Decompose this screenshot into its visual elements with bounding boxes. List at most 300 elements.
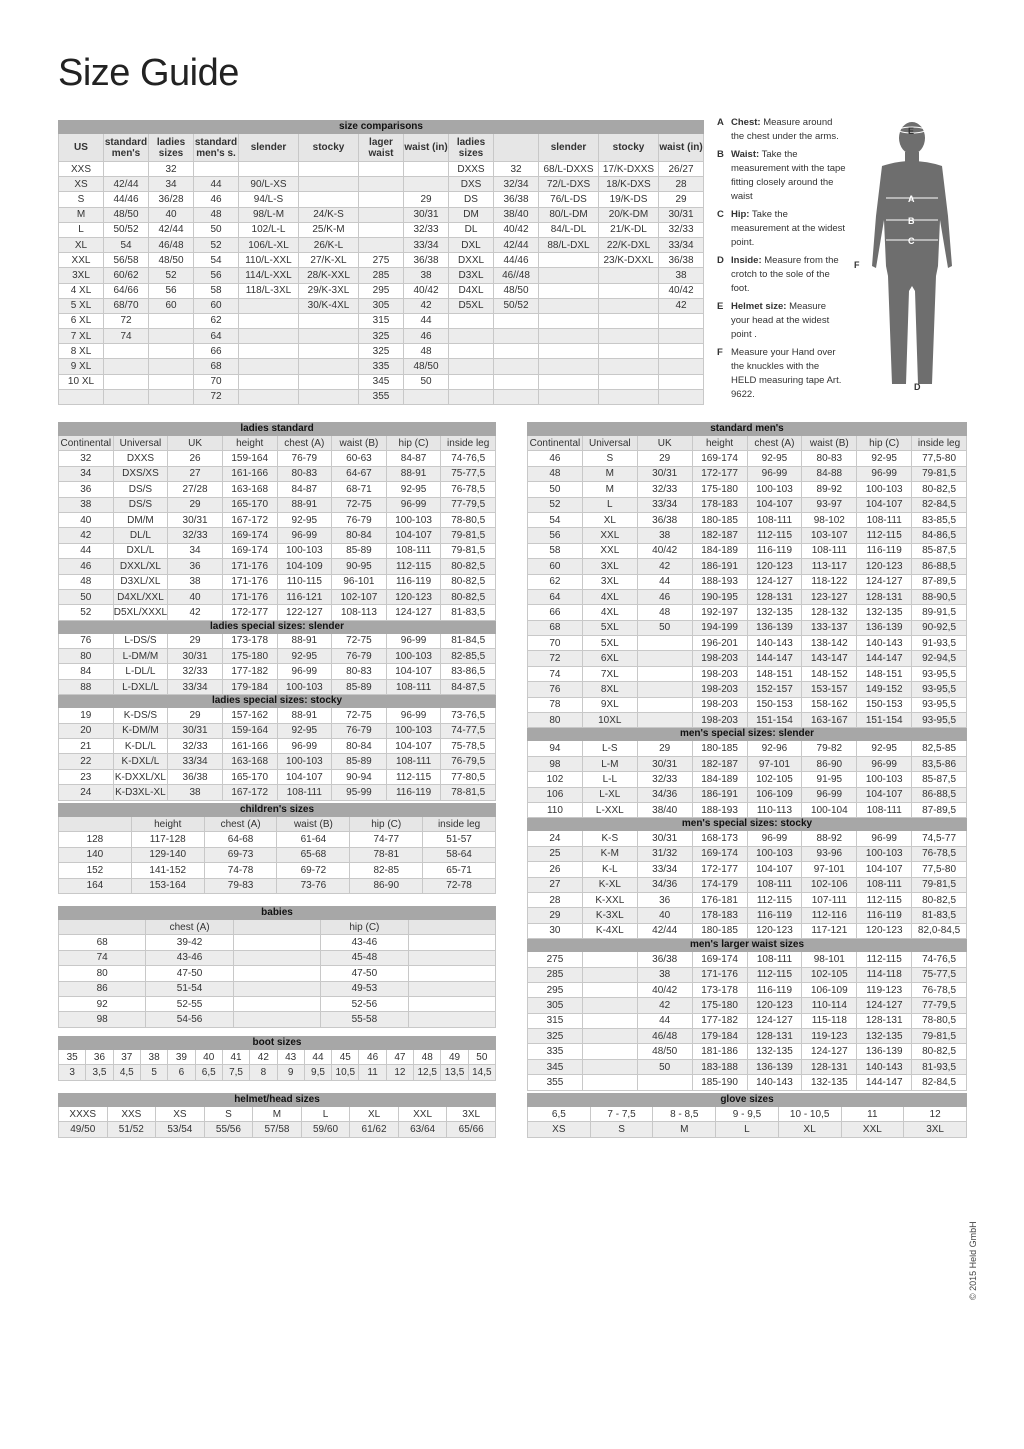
table-cell: 86-90 bbox=[802, 756, 857, 771]
table-row bbox=[59, 512, 496, 527]
table-cell: 4XL bbox=[582, 589, 637, 604]
table-cell: 76/L-DS bbox=[539, 192, 599, 207]
table-row bbox=[528, 892, 967, 907]
mens-stocky-caption-label: men's special sizes: stocky bbox=[528, 818, 967, 831]
table-cell: 175-180 bbox=[692, 998, 747, 1013]
table-cell: 50 bbox=[59, 589, 114, 604]
table-cell: 72 bbox=[104, 313, 149, 328]
table-cell: 30/31 bbox=[659, 207, 704, 222]
table-cell: 9 XL bbox=[59, 359, 104, 374]
table-row bbox=[59, 466, 496, 481]
table-cell: 100-103 bbox=[747, 846, 802, 861]
table-cell: 32/33 bbox=[659, 222, 704, 237]
table-cell: 44 bbox=[404, 313, 449, 328]
table-cell: 96-101 bbox=[332, 574, 387, 589]
table-cell: 171-176 bbox=[692, 967, 747, 982]
table-cell: 84-87,5 bbox=[441, 679, 496, 694]
table-cell bbox=[408, 1012, 495, 1027]
mens-standard-caption bbox=[528, 423, 967, 436]
table-cell bbox=[659, 359, 704, 374]
table-cell: 60/62 bbox=[104, 268, 149, 283]
table-cell bbox=[659, 313, 704, 328]
table-cell: 10XL bbox=[582, 713, 637, 728]
table-cell: 112-115 bbox=[857, 892, 912, 907]
table-cell: 20 bbox=[59, 723, 114, 738]
table-cell bbox=[149, 374, 194, 389]
table-cell bbox=[299, 192, 359, 207]
table-cell: M bbox=[59, 207, 104, 222]
table-cell: K-DS/S bbox=[113, 708, 168, 723]
table-header-row bbox=[59, 817, 496, 832]
glove-size: XXL bbox=[841, 1122, 904, 1137]
table-row bbox=[528, 713, 967, 728]
table-row bbox=[528, 967, 967, 982]
table-cell: 68 bbox=[194, 359, 239, 374]
table-cell: 85-89 bbox=[332, 754, 387, 769]
table-row bbox=[59, 863, 496, 878]
legend-term: Chest: bbox=[731, 117, 761, 128]
table-cell: 60 bbox=[528, 559, 583, 574]
boot-eu-size: 43 bbox=[277, 1050, 304, 1065]
table-cell: 102-106 bbox=[802, 877, 857, 892]
helmet-size: XL bbox=[350, 1107, 399, 1122]
table-cell: 78-81,5 bbox=[441, 785, 496, 800]
table-cell: 110/L-XXL bbox=[239, 253, 299, 268]
helmet-sizes-caption bbox=[59, 1094, 496, 1107]
table-cell: 96-99 bbox=[277, 528, 332, 543]
table-cell: 43-46 bbox=[146, 950, 233, 965]
table-row bbox=[59, 451, 496, 466]
table-cell: 84/L-DL bbox=[539, 222, 599, 237]
boot-uk-size: 13,5 bbox=[441, 1065, 468, 1080]
table-cell: 81-84,5 bbox=[441, 633, 496, 648]
table-cell: D3XL bbox=[449, 268, 494, 283]
table-cell: 29 bbox=[168, 708, 223, 723]
column-header: standard men's s. bbox=[194, 134, 239, 162]
table-cell: 104-107 bbox=[747, 862, 802, 877]
table-cell: 76-78,5 bbox=[441, 482, 496, 497]
glove-number: 8 - 8,5 bbox=[653, 1107, 716, 1122]
table-cell: 46//48 bbox=[494, 268, 539, 283]
table-row bbox=[59, 574, 496, 589]
table-row bbox=[528, 605, 967, 620]
table-cell: 38 bbox=[168, 574, 223, 589]
table-cell: 198-203 bbox=[692, 713, 747, 728]
table-row bbox=[59, 996, 496, 1011]
table-cell: 19/K-DS bbox=[599, 192, 659, 207]
table-cell: 29 bbox=[404, 192, 449, 207]
helmet-cm: 57/58 bbox=[253, 1122, 302, 1137]
table-cell: 68/L-DXXS bbox=[539, 162, 599, 177]
legend-description: Take the measurement with the tape fitting closely around the waist bbox=[731, 149, 846, 202]
table-cell: 76-78,5 bbox=[912, 982, 967, 997]
table-cell: 110-113 bbox=[747, 802, 802, 817]
helmet-size-row bbox=[59, 1107, 496, 1122]
table-cell bbox=[359, 207, 404, 222]
boot-eu-size: 35 bbox=[59, 1050, 86, 1065]
table-cell bbox=[408, 996, 495, 1011]
table-cell: 76-79,5 bbox=[441, 754, 496, 769]
table-cell bbox=[539, 359, 599, 374]
table-cell: 102-105 bbox=[747, 772, 802, 787]
table-cell: 84-87 bbox=[277, 482, 332, 497]
table-cell: 84-88 bbox=[802, 466, 857, 481]
table-cell: 19 bbox=[59, 708, 114, 723]
table-cell: 68 bbox=[59, 935, 146, 950]
table-cell: 132-135 bbox=[747, 605, 802, 620]
table-cell: 198-203 bbox=[692, 666, 747, 681]
table-cell: 82-84,5 bbox=[912, 497, 967, 512]
glove-number: 10 - 10,5 bbox=[778, 1107, 841, 1122]
table-cell: 32/33 bbox=[637, 482, 692, 497]
table-cell: 80-82,5 bbox=[441, 574, 496, 589]
table-cell: 140-143 bbox=[747, 1075, 802, 1090]
table-cell: 32/33 bbox=[168, 739, 223, 754]
table-cell: 27/28 bbox=[168, 482, 223, 497]
table-cell: 106-109 bbox=[802, 982, 857, 997]
table-row bbox=[528, 666, 967, 681]
table-cell: 75-78,5 bbox=[441, 739, 496, 754]
mens-standard-caption-label: standard men's bbox=[528, 423, 967, 436]
glove-size: XS bbox=[528, 1122, 591, 1137]
table-cell: 44/46 bbox=[104, 192, 149, 207]
table-row bbox=[528, 559, 967, 574]
mens-slender-caption bbox=[528, 728, 967, 741]
table-cell: 113-117 bbox=[802, 559, 857, 574]
boot-uk-size: 3,5 bbox=[86, 1065, 113, 1080]
table-cell: 148-152 bbox=[802, 666, 857, 681]
table-row bbox=[59, 237, 704, 252]
table-cell: 5XL bbox=[582, 620, 637, 635]
legend-text bbox=[731, 346, 847, 402]
column-header: hip (C) bbox=[386, 436, 441, 451]
table-cell: 68 bbox=[528, 620, 583, 635]
table-cell: 119-123 bbox=[802, 1029, 857, 1044]
table-cell: 36/38 bbox=[637, 952, 692, 967]
table-cell: 38 bbox=[659, 268, 704, 283]
table-cell: 150-153 bbox=[747, 697, 802, 712]
table-cell bbox=[599, 344, 659, 359]
table-cell: 80-83 bbox=[332, 664, 387, 679]
table-cell bbox=[494, 374, 539, 389]
table-cell: 176-181 bbox=[692, 892, 747, 907]
table-cell: 100-103 bbox=[277, 679, 332, 694]
table-cell: 85-87,5 bbox=[912, 772, 967, 787]
table-cell bbox=[539, 389, 599, 404]
table-cell: 27 bbox=[528, 877, 583, 892]
table-cell: 169-174 bbox=[222, 543, 277, 558]
table-cell bbox=[404, 177, 449, 192]
column-header: standard men's bbox=[104, 134, 149, 162]
table-cell: 128 bbox=[59, 832, 132, 847]
table-cell: 90/L-XS bbox=[239, 177, 299, 192]
table-cell: 133-137 bbox=[802, 620, 857, 635]
helmet-sizes-caption-label: helmet/head sizes bbox=[59, 1094, 496, 1107]
table-cell: 79-81,5 bbox=[441, 543, 496, 558]
table-cell: 32 bbox=[59, 451, 114, 466]
table-cell: 36 bbox=[168, 559, 223, 574]
table-cell: 72/L-DXS bbox=[539, 177, 599, 192]
table-cell: 82-85 bbox=[350, 863, 423, 878]
table-cell: 8 XL bbox=[59, 344, 104, 359]
table-cell: 72 bbox=[194, 389, 239, 404]
label-a: A bbox=[908, 194, 915, 204]
table-cell: 30/K-4XL bbox=[299, 298, 359, 313]
legend-item-b bbox=[717, 148, 847, 204]
table-row bbox=[528, 1075, 967, 1090]
table-cell: 186-191 bbox=[692, 559, 747, 574]
table-cell: K-DL/L bbox=[113, 739, 168, 754]
size-comparisons-table bbox=[58, 120, 703, 405]
table-cell: 32 bbox=[149, 162, 194, 177]
glove-sizes-caption-label: glove sizes bbox=[528, 1094, 967, 1107]
table-cell: D5XL/XXXL bbox=[113, 605, 168, 620]
table-cell: 106/L-XL bbox=[239, 237, 299, 252]
table-row bbox=[528, 772, 967, 787]
table-cell: 112-115 bbox=[386, 559, 441, 574]
table-cell: 33/34 bbox=[659, 237, 704, 252]
table-cell bbox=[582, 998, 637, 1013]
table-cell: 83-85,5 bbox=[912, 512, 967, 527]
table-cell: 184-189 bbox=[692, 772, 747, 787]
comparisons-caption bbox=[59, 121, 704, 134]
glove-number: 7 - 7,5 bbox=[590, 1107, 653, 1122]
glove-sizes-table bbox=[527, 1093, 967, 1138]
glove-sizes-caption bbox=[528, 1094, 967, 1107]
table-cell: 4 XL bbox=[59, 283, 104, 298]
boot-uk-size: 6 bbox=[168, 1065, 195, 1080]
table-cell: 285 bbox=[528, 967, 583, 982]
table-cell: 40/42 bbox=[637, 982, 692, 997]
table-cell: 180-185 bbox=[692, 512, 747, 527]
table-cell: 33/34 bbox=[637, 497, 692, 512]
table-cell: DS/S bbox=[113, 482, 168, 497]
column-header: waist (B) bbox=[332, 436, 387, 451]
table-cell: 80-83 bbox=[277, 466, 332, 481]
table-cell: 79-81,5 bbox=[912, 1029, 967, 1044]
table-cell: 87-89,5 bbox=[912, 574, 967, 589]
helmet-cm: 59/60 bbox=[301, 1122, 350, 1137]
helmet-sizes-table bbox=[58, 1093, 496, 1138]
table-cell: 8XL bbox=[582, 682, 637, 697]
table-cell: 43-46 bbox=[321, 935, 408, 950]
table-cell: 180-185 bbox=[692, 741, 747, 756]
table-row bbox=[59, 222, 704, 237]
table-cell: 159-164 bbox=[222, 451, 277, 466]
table-cell bbox=[539, 313, 599, 328]
table-cell: 24 bbox=[528, 831, 583, 846]
boot-eu-size: 48 bbox=[414, 1050, 441, 1065]
table-cell: 77,5-80 bbox=[912, 451, 967, 466]
table-cell: 116-119 bbox=[386, 574, 441, 589]
table-cell: 305 bbox=[528, 998, 583, 1013]
table-cell bbox=[239, 313, 299, 328]
table-cell: 73-76 bbox=[277, 878, 350, 893]
table-cell: D3XL/XL bbox=[113, 574, 168, 589]
table-cell bbox=[539, 374, 599, 389]
table-cell: 96-99 bbox=[386, 497, 441, 512]
table-cell: L-XXL bbox=[582, 802, 637, 817]
table-cell: 75-77,5 bbox=[912, 967, 967, 982]
boot-sizes-table bbox=[58, 1036, 496, 1081]
table-cell: 140 bbox=[59, 847, 132, 862]
table-cell bbox=[637, 713, 692, 728]
table-cell: 25/K-M bbox=[299, 222, 359, 237]
table-cell: 120-123 bbox=[747, 923, 802, 938]
table-row bbox=[528, 1059, 967, 1074]
table-row bbox=[59, 207, 704, 222]
copyright: © 2015 Held GmbH bbox=[968, 1221, 978, 1300]
mens-stocky-caption bbox=[528, 818, 967, 831]
table-cell bbox=[233, 950, 320, 965]
table-cell: 132-135 bbox=[747, 1044, 802, 1059]
table-cell bbox=[299, 359, 359, 374]
childrens-caption-label: children's sizes bbox=[59, 804, 496, 817]
table-cell bbox=[104, 389, 149, 404]
column-header: waist (in) bbox=[659, 134, 704, 162]
table-cell: 24 bbox=[59, 785, 114, 800]
table-row bbox=[59, 497, 496, 512]
table-cell: 56 bbox=[149, 283, 194, 298]
table-cell bbox=[582, 1013, 637, 1028]
table-cell: 335 bbox=[528, 1044, 583, 1059]
table-cell: 79-83 bbox=[204, 878, 277, 893]
table-row bbox=[59, 832, 496, 847]
table-cell: 34 bbox=[59, 466, 114, 481]
column-header: UK bbox=[637, 436, 692, 451]
column-header: chest (A) bbox=[146, 920, 233, 935]
table-cell: 128-131 bbox=[747, 589, 802, 604]
glove-size-row bbox=[528, 1122, 967, 1137]
column-header: inside leg bbox=[912, 436, 967, 451]
babies-table bbox=[58, 906, 496, 1028]
table-cell: 179-184 bbox=[692, 1029, 747, 1044]
column-header: height bbox=[222, 436, 277, 451]
table-cell: 42/44 bbox=[149, 222, 194, 237]
table-cell: K-S bbox=[582, 831, 637, 846]
table-cell bbox=[299, 177, 359, 192]
table-cell bbox=[299, 344, 359, 359]
table-cell: 108-111 bbox=[857, 802, 912, 817]
table-cell bbox=[239, 329, 299, 344]
table-cell: 40 bbox=[59, 512, 114, 527]
table-cell: 21 bbox=[59, 739, 114, 754]
legend-item-d bbox=[717, 254, 847, 296]
ladies-standard-caption bbox=[59, 423, 496, 436]
table-cell: 164 bbox=[59, 878, 132, 893]
table-cell: M bbox=[582, 482, 637, 497]
table-cell: 148-151 bbox=[747, 666, 802, 681]
table-cell: 30/31 bbox=[168, 723, 223, 738]
table-cell bbox=[494, 389, 539, 404]
table-cell: 186-191 bbox=[692, 787, 747, 802]
glove-number: 11 bbox=[841, 1107, 904, 1122]
table-cell: 108-111 bbox=[857, 512, 912, 527]
table-cell: 151-154 bbox=[747, 713, 802, 728]
table-cell: 96-99 bbox=[747, 466, 802, 481]
table-cell: 34/36 bbox=[637, 787, 692, 802]
boot-uk-size: 4,5 bbox=[113, 1065, 140, 1080]
table-row bbox=[59, 359, 704, 374]
table-cell: 104-107 bbox=[857, 497, 912, 512]
table-cell: 82-85,5 bbox=[441, 649, 496, 664]
table-cell: 42 bbox=[168, 605, 223, 620]
table-cell: 36/28 bbox=[149, 192, 194, 207]
table-cell bbox=[359, 222, 404, 237]
table-cell: 17/K-DXXS bbox=[599, 162, 659, 177]
table-cell bbox=[494, 344, 539, 359]
table-cell: 96-99 bbox=[802, 787, 857, 802]
table-cell: 66 bbox=[528, 605, 583, 620]
table-cell bbox=[149, 313, 194, 328]
table-cell: 96-99 bbox=[857, 756, 912, 771]
table-cell: 78-80,5 bbox=[912, 1013, 967, 1028]
column-header: chest (A) bbox=[277, 436, 332, 451]
boot-uk-size: 7,5 bbox=[222, 1065, 249, 1080]
table-cell bbox=[637, 636, 692, 651]
table-cell: 51-57 bbox=[423, 832, 496, 847]
table-cell: 29 bbox=[659, 192, 704, 207]
table-cell: 30/31 bbox=[404, 207, 449, 222]
boot-uk-size: 11 bbox=[359, 1065, 386, 1080]
table-cell bbox=[239, 374, 299, 389]
table-row bbox=[59, 192, 704, 207]
column-header: waist (B) bbox=[277, 817, 350, 832]
column-header: height bbox=[131, 817, 204, 832]
table-cell bbox=[449, 359, 494, 374]
table-cell: 104-107 bbox=[277, 769, 332, 784]
table-cell: 86 bbox=[59, 981, 146, 996]
table-cell: 23/K-DXXL bbox=[599, 253, 659, 268]
table-cell: 48/50 bbox=[637, 1044, 692, 1059]
table-cell: 136-139 bbox=[747, 620, 802, 635]
table-cell: 151-154 bbox=[857, 713, 912, 728]
table-row bbox=[59, 723, 496, 738]
ladies-table bbox=[58, 422, 496, 801]
table-cell: 120-123 bbox=[857, 923, 912, 938]
table-cell: 108-111 bbox=[386, 679, 441, 694]
table-cell: 171-176 bbox=[222, 574, 277, 589]
table-cell: 140-143 bbox=[857, 1059, 912, 1074]
column-header: US bbox=[59, 134, 104, 162]
table-cell: 95-99 bbox=[332, 785, 387, 800]
table-cell: 29 bbox=[528, 908, 583, 923]
table-cell: DXS bbox=[449, 177, 494, 192]
table-cell bbox=[239, 359, 299, 374]
table-cell: 116-121 bbox=[277, 589, 332, 604]
table-cell: 82-84,5 bbox=[912, 1075, 967, 1090]
table-cell: 38/40 bbox=[637, 802, 692, 817]
table-cell bbox=[299, 389, 359, 404]
table-cell: 124-127 bbox=[802, 1044, 857, 1059]
table-cell: 182-187 bbox=[692, 756, 747, 771]
table-cell: 124-127 bbox=[857, 998, 912, 1013]
column-header: stocky bbox=[299, 134, 359, 162]
table-cell: 62 bbox=[528, 574, 583, 589]
table-cell: 138-142 bbox=[802, 636, 857, 651]
table-cell: DS/S bbox=[113, 497, 168, 512]
table-cell: 106 bbox=[528, 787, 583, 802]
table-cell: 100-103 bbox=[747, 482, 802, 497]
legend-key: B bbox=[717, 149, 724, 160]
table-cell: XXS bbox=[59, 162, 104, 177]
table-cell: 34 bbox=[149, 177, 194, 192]
legend-key: C bbox=[717, 209, 724, 220]
table-cell: K-XXL bbox=[582, 892, 637, 907]
table-cell bbox=[449, 344, 494, 359]
boot-uk-size: 5 bbox=[140, 1065, 167, 1080]
table-cell bbox=[149, 344, 194, 359]
